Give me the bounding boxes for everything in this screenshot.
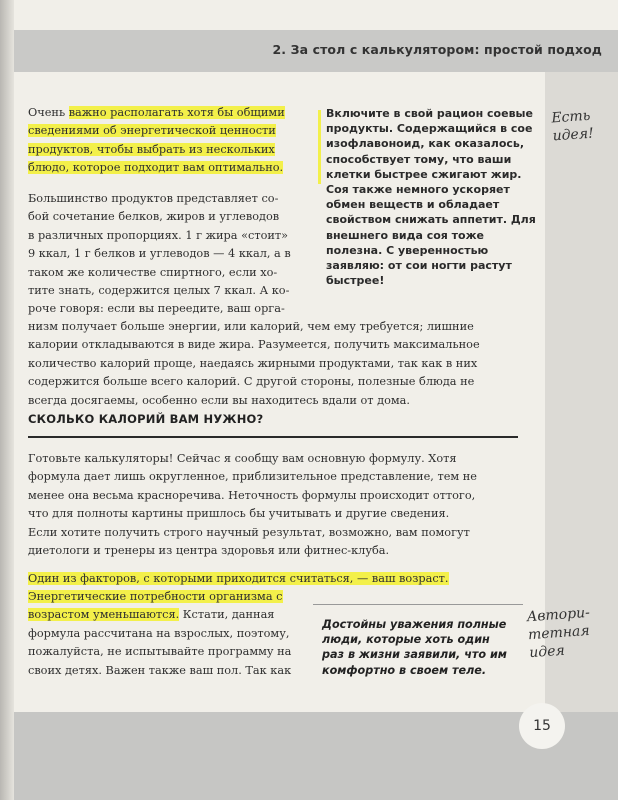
- text-line: тите знать, содержится целых 7 ккал. А ко-: [28, 284, 290, 298]
- running-head: 2. За стол с калькулятором: простой подход: [272, 42, 602, 57]
- text-line: низм получает больше энергии, или калорий, чем ему требуется; лишние: [28, 320, 474, 333]
- highlight: продуктов, чтобы выбрать из нескольких: [28, 142, 275, 156]
- text-span: Очень: [28, 106, 69, 119]
- text-line: Если хотите получить строго научный результат, возможно, вам помогут: [28, 525, 470, 539]
- margin-note-line: Автори-: [526, 604, 591, 626]
- text-line: формула дает лишь округленное, приблизительное представление, тем не: [28, 470, 477, 484]
- text-line: формула рассчитана на взрослых, поэтому,: [28, 626, 290, 640]
- intro-paragraph: [28, 104, 310, 178]
- text-line: в различных пропорциях. 1 г жира «стоит»: [28, 228, 289, 242]
- side-note-marker: [318, 110, 321, 184]
- text-line: Готовьте калькуляторы! Сейчас я сообщу вам основную формулу. Хотя: [28, 452, 457, 465]
- highlight: сведениями об энергетической ценности: [28, 124, 276, 138]
- text-line: менее она весьма красноречива. Неточность формулы происходит оттого,: [28, 488, 476, 502]
- paragraph-calories-cont: [28, 318, 518, 410]
- margin-note-author: [526, 604, 593, 662]
- text-line: [28, 159, 310, 177]
- highlight: важно располагать хотя бы общими: [68, 106, 285, 119]
- margin-note-line: идея!: [552, 125, 595, 145]
- text-line: что для полноты картины пришлось бы учитывать и другие сведения.: [28, 507, 450, 521]
- margin-note-idea: [551, 107, 594, 146]
- quote-rule: [313, 604, 523, 605]
- margin-note-line: тетная: [527, 622, 591, 644]
- text-line: [28, 570, 518, 588]
- margin-column: [545, 72, 618, 800]
- text-span: Кстати, данная: [179, 608, 275, 622]
- text-line: 9 ккал, 1 г белков и углеводов — 4 ккал, а в: [28, 247, 291, 261]
- text-line: Большинство продуктов представляет со-: [28, 192, 279, 205]
- text-line: диетологи и тренеры из центра здоровья или фитнес-клуба.: [28, 544, 390, 558]
- text-line: [28, 104, 310, 122]
- highlight: Энергетические потребности организма с: [28, 590, 283, 603]
- text-line: пожалуйста, не испытывайте программу на: [28, 645, 292, 659]
- text-line: бой сочетание белков, жиров и углеводов: [28, 210, 280, 224]
- running-head-band: [14, 30, 618, 72]
- paragraph-calories: [28, 190, 310, 319]
- text-line: роче говоря: если вы переедите, ваш орга-: [28, 302, 285, 316]
- text-line: [28, 606, 310, 624]
- section-rule: [28, 436, 518, 438]
- text-line: калории откладываются в виде жира. Разумеется, получить максимальное: [28, 338, 480, 352]
- side-note: Включите в свой рацион соевые продукты. Содержащийся в сое изофлавоноид, как оказалось, способствует тому, что ваши клетки быстрее сжигают жир. Соя также немного ускоряет обмен веществ и обладает свойством снижать аппетит. Для внешнего вида соя тоже полезна. С уверенностью заявляю: от сои ногти растут быстрее!: [326, 107, 536, 288]
- paragraph-age: [28, 588, 310, 680]
- text-line: [28, 122, 310, 140]
- highlight: Один из факторов, с которыми приходится считаться, — ваш возраст.: [28, 572, 449, 585]
- text-line: [28, 588, 310, 606]
- text-line: всегда досягаемы, особенно если вы находитесь вдали от дома.: [28, 393, 410, 407]
- margin-note-line: Есть: [550, 107, 591, 127]
- text-line: [28, 141, 310, 159]
- text-line: своих детях. Важен также ваш пол. Так как: [28, 663, 292, 677]
- paragraph-age-wide: [28, 570, 518, 588]
- highlight: возрастом уменьшаются.: [28, 608, 180, 622]
- page-spine-shadow: [0, 0, 14, 800]
- margin-note-line: идея: [528, 642, 566, 662]
- pull-quote: Достойны уважения полные люди, которые хоть один раз в жизни заявили, что им комфортно в своем теле.: [322, 618, 507, 677]
- section-heading: СКОЛЬКО КАЛОРИЙ ВАМ НУЖНО?: [28, 412, 264, 426]
- text-line: количество калорий проще, наедаясь жирными продуктами, так как в них: [28, 356, 478, 370]
- highlight: блюдо, которое подходит вам оптимально.: [28, 161, 284, 175]
- text-line: таком же количестве спиртного, если хо-: [28, 265, 278, 279]
- paragraph-formula: [28, 450, 518, 560]
- page-number: 15: [519, 703, 565, 749]
- text-line: содержится больше всего калорий. С другой стороны, полезные блюда не: [28, 375, 475, 389]
